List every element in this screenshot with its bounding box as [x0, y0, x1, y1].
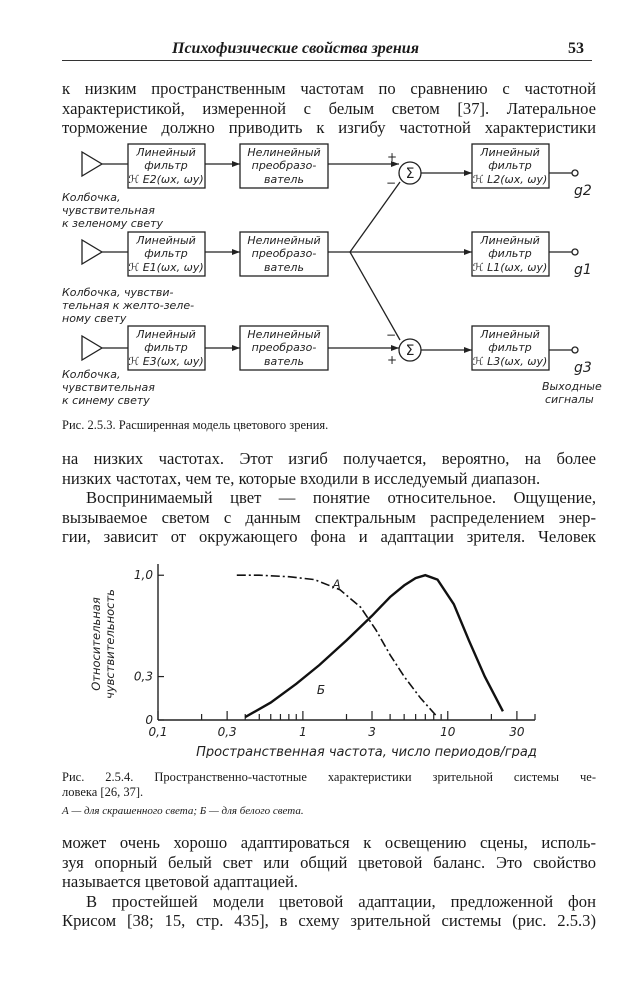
series-line-Б: [245, 575, 503, 717]
box-text: фильтр: [144, 159, 188, 172]
box-text: фильтр: [488, 247, 532, 260]
y-axis-label: чувствительность: [103, 589, 117, 699]
cone-label: чувствительная: [62, 204, 155, 217]
y-tick-label: 0,3: [133, 669, 153, 684]
running-header: [62, 38, 592, 61]
text-line: к низким пространственным частотам по сравнению с частотной: [62, 79, 596, 98]
text-line: на низких частотах. Этот изгиб получается, вероятно, на более: [62, 449, 596, 468]
text-line: Воспринимаемый цвет — понятие относительное. Ощущение,: [86, 488, 596, 507]
caption-line: Рис. 2.5.4. Пространственно-частотные характеристики зрительной системы че-: [62, 770, 596, 784]
paragraph-1: [62, 79, 596, 138]
box-text: ℋ L3(ωx, ωy): [472, 355, 548, 368]
page-number: 53: [568, 40, 584, 57]
x-axis-label: Пространственная частота, число периодов/град: [196, 745, 537, 758]
y-tick-label: 1,0: [133, 568, 153, 583]
cone-triangle-3: [82, 336, 102, 360]
box-text: ℋ E2(ωx, ωy): [128, 173, 204, 186]
outputs-label: Выходные: [542, 380, 602, 393]
box-text: фильтр: [488, 159, 532, 172]
text-line: может очень хорошо адаптироваться к освещению сцены, исполь-: [62, 833, 596, 852]
y-axis-label: Относительная: [89, 597, 103, 691]
box-text: ватель: [264, 173, 304, 186]
box-text: Линейный: [136, 328, 196, 341]
box-text: Нелинейный: [247, 328, 321, 341]
series-label: А: [332, 577, 341, 592]
box-text: преобразо-: [251, 159, 317, 172]
figure-caption-1: Рис. 2.5.3. Расширенная модель цветового зрения.: [62, 418, 329, 432]
signal-label: g3: [574, 360, 592, 376]
x-tick-label: 0,1: [148, 725, 168, 739]
box-text: ℋ L1(ωx, ωy): [472, 261, 548, 274]
text-line: В простейшей модели цветовой адаптации, предложенной фон: [86, 891, 596, 911]
box-text: фильтр: [144, 247, 188, 260]
text-line: гии, зависит от окружающего фона и адаптации зрителя. Человек: [62, 527, 596, 546]
y-tick-label: 0: [145, 713, 153, 727]
sensitivity-chart: [80, 558, 550, 758]
box-text: Нелинейный: [247, 146, 321, 159]
box-text: ватель: [264, 355, 304, 368]
outputs-label: сигналы: [545, 393, 594, 406]
caption-note: А — для скрашенного света; Б — для белого света.: [62, 805, 304, 817]
text-line: зуя опорный белый свет или общий цветовой баланс. Это свойство: [62, 852, 596, 872]
cone-label: ному свету: [62, 312, 127, 325]
minus-sign: −: [386, 328, 397, 342]
cone-label: Колбочка,: [62, 368, 121, 381]
text-line: Крисом [38; 15, стр. 435], в схему зрительной системы (рис. 2.5.3): [62, 911, 596, 930]
cone-label: к синему свету: [62, 394, 150, 407]
box-text: преобразо-: [251, 341, 317, 354]
color-vision-diagram: [60, 140, 620, 415]
box-text: ℋ E3(ωx, ωy): [128, 355, 204, 368]
series-label: Б: [316, 682, 326, 697]
cone-label: Колбочка,: [62, 191, 121, 204]
box-text: фильтр: [488, 341, 532, 354]
x-tick-label: 1: [299, 725, 307, 739]
text-line: вызываемое светом с данным спектральным распределением энер-: [62, 507, 596, 527]
figure-caption-2: [62, 770, 596, 800]
header-title: Психофизические свойства зрения: [172, 40, 419, 57]
box-text: Линейный: [136, 234, 196, 247]
cone-label: чувствительная: [62, 381, 155, 394]
text-line: низких частотах, чем те, которые входили в исследуемый диапазон.: [62, 468, 541, 488]
minus-sign: −: [386, 176, 397, 190]
plus-sign: +: [387, 353, 398, 367]
box-text: фильтр: [144, 341, 188, 354]
x-tick-label: 10: [440, 725, 456, 739]
plus-sign: +: [387, 150, 398, 164]
x-tick-label: 0,3: [217, 725, 237, 739]
cone-label: тельная к желто-зеле-: [62, 299, 195, 312]
paragraph-2: [62, 449, 596, 547]
sum-symbol: Σ: [405, 166, 415, 182]
sum-symbol: Σ: [405, 343, 415, 359]
box-text: ℋ L2(ωx, ωy): [472, 173, 548, 186]
box-text: Линейный: [480, 234, 540, 247]
paragraph-3: [62, 833, 596, 931]
cone-triangle-2: [82, 240, 102, 264]
caption-line: ловека [26, 37].: [62, 785, 144, 799]
text-line: торможение должно приводить к изгибу частотной характеристики: [62, 118, 596, 137]
box-text: Линейный: [480, 146, 540, 159]
signal-label: g1: [574, 262, 592, 278]
box-text: преобразо-: [251, 247, 317, 260]
box-text: ватель: [264, 261, 304, 274]
text-line: называется цветовой адаптацией.: [62, 872, 299, 891]
cone-label: к зеленому свету: [62, 217, 163, 230]
cone-triangle-1: [82, 152, 102, 176]
text-line: характеристикой, измеренной с белым светом [37]. Латеральное: [62, 98, 596, 118]
x-tick-label: 30: [509, 725, 525, 739]
box-text: Нелинейный: [247, 234, 321, 247]
series-line-А: [237, 575, 438, 717]
box-text: Линейный: [136, 146, 196, 159]
x-tick-label: 3: [368, 725, 376, 739]
box-text: ℋ E1(ωx, ωy): [128, 261, 204, 274]
cone-label: Колбочка, чувстви-: [62, 286, 174, 299]
signal-label: g2: [574, 183, 592, 199]
box-text: Линейный: [480, 328, 540, 341]
